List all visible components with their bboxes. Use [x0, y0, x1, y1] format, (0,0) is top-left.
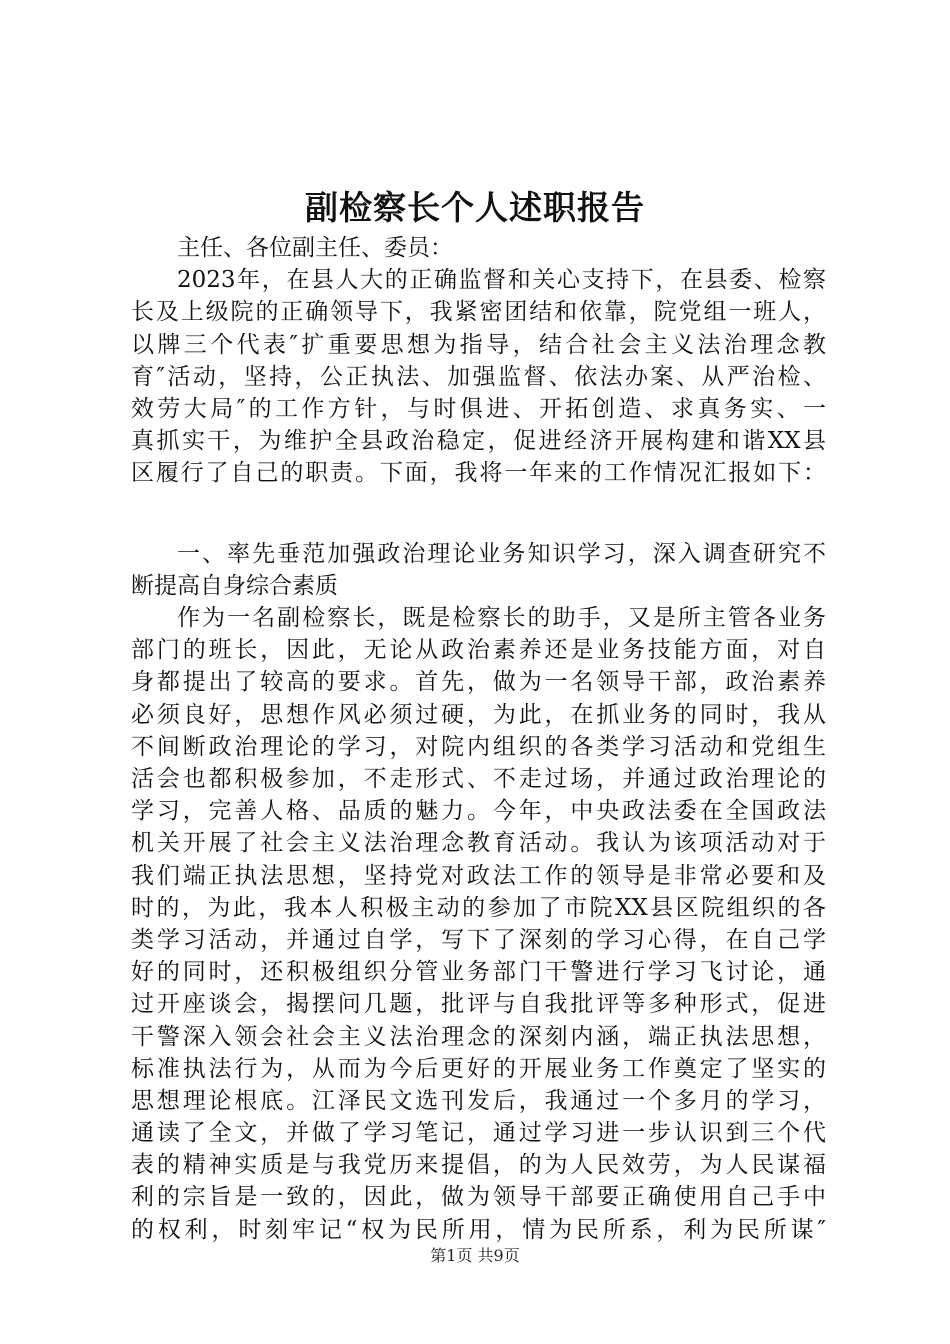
- heading-line: 一、率先垂范加强政治理论业务知识学习，深入调查研究不: [177, 540, 826, 567]
- text-line: 好的同时，还积极组织分管业务部门干警进行学习飞讨论，通: [131, 959, 826, 986]
- text-line: 通读了全文，并做了学习笔记，通过学习进一步认识到三个代: [131, 1120, 826, 1147]
- blank-line: [131, 490, 826, 522]
- document-body: [131, 232, 826, 1246]
- text-line: 表的精神实质是与我党历来提倡，的为人民效劳，为人民谋福: [131, 1152, 826, 1179]
- text-line: 部门的班长，因此，无论从政治素养还是业务技能方面，对自: [131, 637, 826, 664]
- text-line: 作为一名副检察长，既是检察长的助手，又是所主管各业务: [177, 605, 826, 632]
- text-line: 以牌三个代表″扩重要思想为指导，结合社会主义法治理念教: [131, 331, 826, 358]
- spacer: [131, 522, 826, 538]
- salutation: 主任、各位副主任、委员：: [177, 235, 453, 261]
- text-line: 效劳大局″的工作方针，与时俱进、开拓创造、求真务实、一: [131, 395, 826, 422]
- text-line: 必须良好，思想作风必须过硬，为此，在抓业务的同时，我从: [131, 701, 826, 728]
- text-line: 不间断政治理论的学习，对院内组织的各类学习活动和党组生: [131, 733, 826, 760]
- text-line: 区履行了自己的职责。下面，我将一年来的工作情况汇报如下：: [131, 460, 826, 487]
- text-line: 机关开展了社会主义法治理念教育活动。我认为该项活动对于: [131, 830, 826, 857]
- paragraph-1: [131, 264, 826, 489]
- text-line: 干警深入领会社会主义法治理念的深刻内涵，端正执法思想，: [131, 1023, 826, 1050]
- paragraph-2: [131, 602, 826, 1246]
- text-line: 利的宗旨是一致的，因此，做为领导干部要正确使用自己手中: [131, 1184, 826, 1211]
- text-line: 2023年，在县人大的正确监督和关心支持下，在县委、检察: [177, 267, 826, 294]
- text-line: 标准执法行为，从而为今后更好的开展业务工作奠定了坚实的: [131, 1055, 826, 1082]
- heading-line: 断提高自身综合素质: [131, 572, 338, 599]
- section-1-heading: [131, 538, 826, 602]
- text-line: 我们端正执法思想，坚持党对政法工作的领导是非常必要和及: [131, 862, 826, 889]
- text-line: 过开座谈会，揭摆问几题，批评与自我批评等多种形式，促进: [131, 991, 826, 1018]
- text-line: 身都提出了较高的要求。首先，做为一名领导干部，政治素养: [131, 669, 826, 696]
- text-line: 长及上级院的正确领导下，我紧密团结和依靠，院党组一班人，: [131, 299, 826, 326]
- text-line: 时的，为此，我本人积极主动的参加了市院XX县区院组织的各: [131, 894, 826, 921]
- text-line: 育″活动，坚持，公正执法、加强监督、依法办案、从严治检、: [131, 363, 826, 390]
- text-line: 学习，完善人格、品质的魅力。今年，中央政法委在全国政法: [131, 798, 826, 825]
- page-title: 副检察长个人述职报告: [305, 188, 645, 227]
- text-line: 类学习活动，并通过自学，写下了深刻的学习心得，在自己学: [131, 926, 826, 953]
- page-number: 第1页 共9页: [430, 1246, 520, 1265]
- text-line: 思想理论根底。江泽民文选刊发后，我通过一个多月的学习，: [131, 1087, 826, 1114]
- text-line: 真抓实干，为维护全县政治稳定，促进经济开展构建和谐XX县: [131, 428, 826, 455]
- text-line: 的权利，时刻牢记“权为民所用，情为民所系，利为民所谋″: [131, 1216, 826, 1243]
- text-line: 活会也都积极参加，不走形式、不走过场，并通过政治理论的: [131, 766, 826, 792]
